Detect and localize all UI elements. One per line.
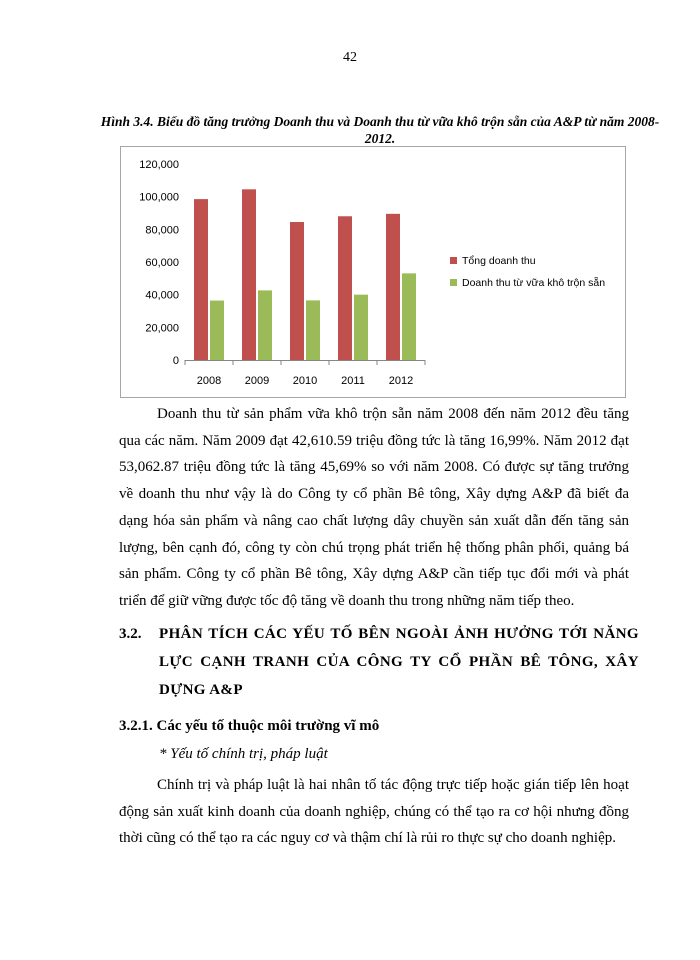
revenue-chart (120, 146, 626, 398)
bar-total-revenue-2010 (290, 222, 304, 360)
bar-dry-mortar-revenue-2008 (210, 301, 224, 360)
caption-text: Biểu đồ tăng trưởng Doanh thu và Doanh thu từ vữa khô trộn sẵn của A&P từ năm 2008-2012. (157, 114, 660, 146)
bar-total-revenue-2009 (242, 189, 256, 360)
y-tick-label: 80,000 (145, 224, 179, 237)
page-number: 42 (343, 50, 357, 65)
figure-caption (100, 113, 660, 147)
bar-total-revenue-2008 (194, 199, 208, 360)
legend-swatch (450, 279, 457, 286)
bar-dry-mortar-revenue-2010 (306, 300, 320, 360)
paragraph-revenue-growth (119, 401, 629, 615)
x-tick-label: 2009 (244, 375, 270, 387)
factor-title: * Yếu tố chính trị, pháp luật (159, 746, 328, 762)
bar-dry-mortar-revenue-2012 (402, 273, 416, 360)
bar-dry-mortar-revenue-2011 (354, 295, 368, 360)
section-heading (119, 620, 639, 704)
legend-swatch (450, 257, 457, 264)
subsection-heading: 3.2.1. Các yếu tố thuộc môi trường vĩ mô (119, 718, 380, 734)
caption-label: Hình 3.4. (100, 114, 154, 129)
x-tick-label: 2011 (341, 375, 365, 387)
section-number: 3.2. (119, 626, 142, 642)
paragraph-1-text: Doanh thu từ sản phẩm vữa khô trộn sẵn năm 2008 đến năm 2012 đều tăng qua các năm. Năm 2009 đạt 42,610.59 triệu đồng tức là tăng 16,99%. Năm 2012 đạt 53,062.87 triệu đồng tức là tăng 45,69% so với năm 2008. Có được sự tăng trưởng về doanh thu như vậy là do Công ty cổ phần Bê tông, Xây dựng A&P đã biết đa dạng hóa sản phẩm và nâng cao chất lượng dây chuyền sản xuất dẫn đến tăng sản lượng, bên cạnh đó, công ty còn chú trọng phát triển hệ thống phân phối, quảng bá sản phẩm. Công ty cổ phần Bê tông, Xây dựng A&P cần tiếp tục đổi mới và phát triển để giữ vững được tốc độ tăng về doanh thu trong những năm tiếp theo. (119, 406, 629, 609)
paragraph-2-text: Chính trị và pháp luật là hai nhân tố tác động trực tiếp hoặc gián tiếp lên hoạt động sản xuất kinh doanh của doanh nghiệp, chúng có thể tạo ra cơ hội nhưng đồng thời cũng có thể tạo ra các nguy cơ và thậm chí là rủi ro thực sự cho doanh nghiệp. (119, 777, 629, 847)
bar-total-revenue-2012 (386, 214, 400, 360)
bar-total-revenue-2011 (338, 216, 352, 360)
section-title: PHÂN TÍCH CÁC YẾU TỐ BÊN NGOÀI ẢNH HƯỞNG TỚI NĂNG LỰC CẠNH TRANH CỦA CÔNG TY CỔ PHẦN BÊ TÔNG, XÂY DỰNG A&P (159, 626, 639, 698)
x-tick-label: 2008 (196, 375, 222, 387)
y-tick-label: 40,000 (145, 289, 179, 302)
paragraph-political-legal (119, 772, 629, 852)
legend-label: Doanh thu từ vữa khô trộn sẵn (462, 277, 606, 289)
legend-label: Tổng doanh thu (462, 255, 536, 267)
x-tick-label: 2010 (292, 375, 318, 387)
x-tick-label: 2012 (388, 375, 414, 387)
revenue-chart-svg (120, 146, 626, 398)
y-tick-label: 0 (172, 355, 179, 367)
y-tick-label: 20,000 (145, 322, 179, 335)
y-tick-label: 60,000 (145, 257, 179, 269)
y-tick-label: 120,000 (139, 159, 179, 171)
y-tick-label: 100,000 (139, 191, 179, 204)
bar-dry-mortar-revenue-2009 (258, 290, 272, 360)
